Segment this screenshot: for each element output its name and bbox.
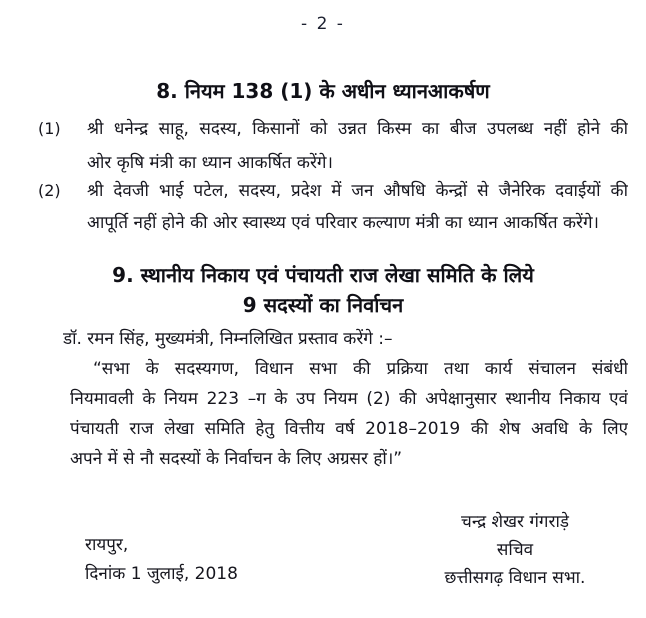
signatory-title: सचिव bbox=[496, 540, 534, 560]
section-9-heading-line1: 9. स्थानीय निकाय एवं पंचायती राज लेखा समिति के लिये bbox=[112, 263, 534, 287]
list-item-line: श्री देवजी भाई पटेल, सदस्य, प्रदेश में जन औषधि केन्द्रों से जैनेरिक दवाईयों की bbox=[87, 181, 628, 201]
motion-quote-line: अपने में से नौ सदस्यों के निर्वाचन के लिए अग्रसर हों।” bbox=[70, 449, 403, 469]
page-number: - 2 - bbox=[301, 14, 345, 34]
footer-place: रायपुर, bbox=[85, 535, 129, 555]
motion-quote-line: नियमावली के नियम 223 –ग के उप नियम (2) की अपेक्षानुसार स्थानीय निकाय एवं bbox=[70, 389, 628, 409]
signatory-organization: छत्तीसगढ़ विधान सभा. bbox=[444, 568, 586, 588]
list-item-line: आपूर्ति नहीं होने की ओर स्वास्थ्य एवं परिवार कल्याण मंत्री का ध्यान आकर्षित करेंगे। bbox=[87, 213, 599, 233]
motion-quote-line: “सभा के सदस्यगण, विधान सभा की प्रक्रिया तथा कार्य संचालन संबंधी bbox=[93, 359, 628, 379]
footer-date: दिनांक 1 जुलाई, 2018 bbox=[85, 564, 238, 584]
list-item-marker: (1) bbox=[38, 119, 61, 138]
motion-quote-line: पंचायती राज लेखा समिति हेतु वित्तीय वर्ष 2018–2019 की शेष अवधि के लिए bbox=[70, 419, 628, 439]
list-item-marker: (2) bbox=[38, 181, 61, 200]
section-8-heading: 8. नियम 138 (1) के अधीन ध्यानआकर्षण bbox=[156, 79, 490, 103]
list-item-line: श्री धनेन्द्र साहू, सदस्य, किसानों को उन्नत किस्म का बीज उपलब्ध नहीं होने की bbox=[87, 119, 628, 139]
signatory-name: चन्द्र शेखर गंगराड़े bbox=[461, 512, 569, 532]
signature-block bbox=[392, 508, 638, 592]
motion-intro-line: डॉ. रमन सिंह, मुख्यमंत्री, निम्नलिखित प्रस्ताव करेंगे :– bbox=[63, 329, 393, 349]
section-9-heading-line2: 9 सदस्यों का निर्वाचन bbox=[242, 293, 404, 317]
list-item-line: ओर कृषि मंत्री का ध्यान आकर्षित करेंगे। bbox=[87, 153, 333, 173]
